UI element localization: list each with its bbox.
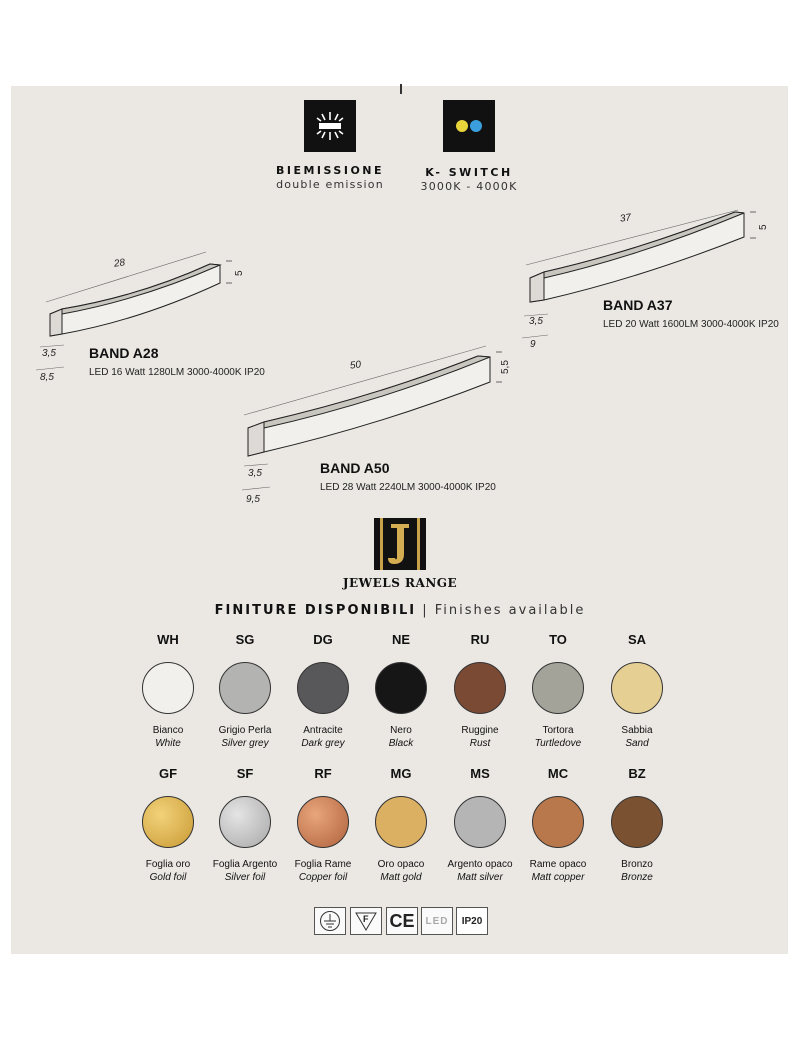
finish-swatch-ms[interactable] xyxy=(441,766,519,884)
finishes-heading-it: FINITURE DISPONIBILI xyxy=(214,603,417,618)
product-name-a37: BAND A37 xyxy=(603,297,673,313)
finish-name-it: Rame opaco xyxy=(529,859,587,870)
dim-a50-depth-bottom: 9,5 xyxy=(246,494,260,505)
dim-a50-length: 50 xyxy=(349,359,362,372)
feature-subtitle-double-emission: double emission xyxy=(276,178,384,191)
ground-symbol-icon xyxy=(314,907,346,935)
finish-code: SA xyxy=(627,632,647,647)
dim-a50-depth-top: 3,5 xyxy=(248,468,262,479)
finish-code: MC xyxy=(547,766,569,781)
feature-title-k-switch: K- SWITCH xyxy=(425,166,513,179)
finish-name-it: Foglia oro xyxy=(145,859,191,870)
finish-swatch-dg[interactable] xyxy=(284,632,362,750)
finish-name-en: Silver grey xyxy=(221,738,269,749)
finish-color-dot xyxy=(611,796,663,848)
finish-color-dot xyxy=(297,662,349,714)
product-name-a50: BAND A50 xyxy=(320,460,390,476)
finish-name-it: Oro opaco xyxy=(377,859,425,870)
finish-swatch-bz[interactable] xyxy=(598,766,676,884)
finish-name-it: Bianco xyxy=(152,725,184,736)
product-spec-a50: LED 28 Watt 2240LM 3000-4000K IP20 xyxy=(320,482,496,493)
finish-code: GF xyxy=(158,766,178,781)
finish-color-dot xyxy=(297,796,349,848)
led-mark-icon: LED xyxy=(421,907,453,935)
finish-color-dot xyxy=(611,662,663,714)
finish-name-it: Foglia Rame xyxy=(294,859,352,870)
finishes-heading-separator: | xyxy=(416,603,435,618)
finish-name-en: Matt copper xyxy=(531,872,585,883)
finish-color-dot xyxy=(375,796,427,848)
feature-title-biemissione: BIEMISSIONE xyxy=(275,164,385,177)
finish-swatch-wh[interactable] xyxy=(129,632,207,750)
jewels-logo-icon xyxy=(374,518,426,570)
product-spec-a37: LED 20 Watt 1600LM 3000-4000K IP20 xyxy=(603,319,779,330)
dim-a50-height: 5,5 xyxy=(500,360,511,374)
finish-code: SF xyxy=(236,766,254,781)
finish-name-en: Rust xyxy=(469,738,491,749)
feature-subtitle-kelvin-range: 3000K - 4000K xyxy=(420,180,518,193)
finish-code: MG xyxy=(390,766,412,781)
product-name-a28: BAND A28 xyxy=(89,345,159,361)
finish-name-en: Black xyxy=(388,738,414,749)
ce-mark-icon: CE xyxy=(386,907,418,935)
finish-color-dot xyxy=(532,662,584,714)
dim-a28-depth-top: 3,5 xyxy=(42,348,56,359)
finish-code: WH xyxy=(157,632,179,647)
finish-name-it: Ruggine xyxy=(461,725,499,736)
finish-name-en: Copper foil xyxy=(298,872,348,883)
finish-color-dot xyxy=(454,662,506,714)
finish-color-dot xyxy=(454,796,506,848)
product-spec-a28: LED 16 Watt 1280LM 3000-4000K IP20 xyxy=(89,367,265,378)
dim-a37-depth-top: 3,5 xyxy=(529,316,543,327)
finish-name-it: Nero xyxy=(390,725,412,736)
finish-swatch-sa[interactable] xyxy=(598,632,676,750)
finish-name-it: Bronzo xyxy=(621,859,653,870)
finish-code: RU xyxy=(470,632,490,647)
finish-name-en: White xyxy=(155,738,181,749)
finish-name-it: Grigio Perla xyxy=(218,725,272,736)
finish-name-it: Tortora xyxy=(542,725,574,736)
ip20-rating-badge: IP20 xyxy=(456,907,488,935)
finish-code: BZ xyxy=(628,766,646,781)
dim-a28-depth-bottom: 8,5 xyxy=(40,372,54,383)
finish-swatch-mg[interactable] xyxy=(362,766,440,884)
finish-name-it: Sabbia xyxy=(621,725,653,736)
finish-code: NE xyxy=(391,632,411,647)
f-mark-icon xyxy=(350,907,382,935)
jewels-range-label: JEWELS RANGE xyxy=(342,576,458,590)
finish-color-dot xyxy=(142,662,194,714)
dim-a37-length: 37 xyxy=(619,212,632,225)
finish-swatch-to[interactable] xyxy=(519,632,597,750)
finish-color-dot xyxy=(219,662,271,714)
finish-swatch-sg[interactable] xyxy=(206,632,284,750)
finish-name-en: Bronze xyxy=(621,872,653,883)
finish-swatch-rf[interactable] xyxy=(284,766,362,884)
finish-name-en: Gold foil xyxy=(149,872,187,883)
finish-name-it: Antracite xyxy=(303,725,343,736)
finish-swatch-ne[interactable] xyxy=(362,632,440,750)
finish-code: RF xyxy=(314,766,332,781)
finish-name-en: Silver foil xyxy=(224,872,266,883)
finish-name-it: Foglia Argento xyxy=(212,859,278,870)
dim-a28-length: 28 xyxy=(113,257,126,270)
finish-color-dot xyxy=(532,796,584,848)
finish-name-it: Argento opaco xyxy=(447,859,513,870)
finish-color-dot xyxy=(219,796,271,848)
finish-color-dot xyxy=(375,662,427,714)
finish-name-en: Sand xyxy=(625,738,649,749)
finish-name-en: Turtledove xyxy=(534,738,582,749)
dim-a28-height: 5 xyxy=(234,270,245,276)
finishes-heading xyxy=(200,603,600,618)
finish-swatch-mc[interactable] xyxy=(519,766,597,884)
finish-color-dot xyxy=(142,796,194,848)
finish-swatch-gf[interactable] xyxy=(129,766,207,884)
finish-name-en: Matt silver xyxy=(457,872,503,883)
dim-a37-height: 5 xyxy=(758,224,769,230)
finish-name-en: Matt gold xyxy=(380,872,422,883)
finishes-heading-en: Finishes available xyxy=(434,603,586,618)
finish-code: DG xyxy=(313,632,333,647)
finish-code: TO xyxy=(549,632,567,647)
finish-swatch-sf[interactable] xyxy=(206,766,284,884)
finish-code: SG xyxy=(235,632,255,647)
f-mark-label: F xyxy=(363,914,369,924)
finish-swatch-ru[interactable] xyxy=(441,632,519,750)
finish-code: MS xyxy=(470,766,490,781)
finish-name-en: Dark grey xyxy=(301,738,345,749)
dim-a37-depth-bottom: 9 xyxy=(530,339,536,350)
